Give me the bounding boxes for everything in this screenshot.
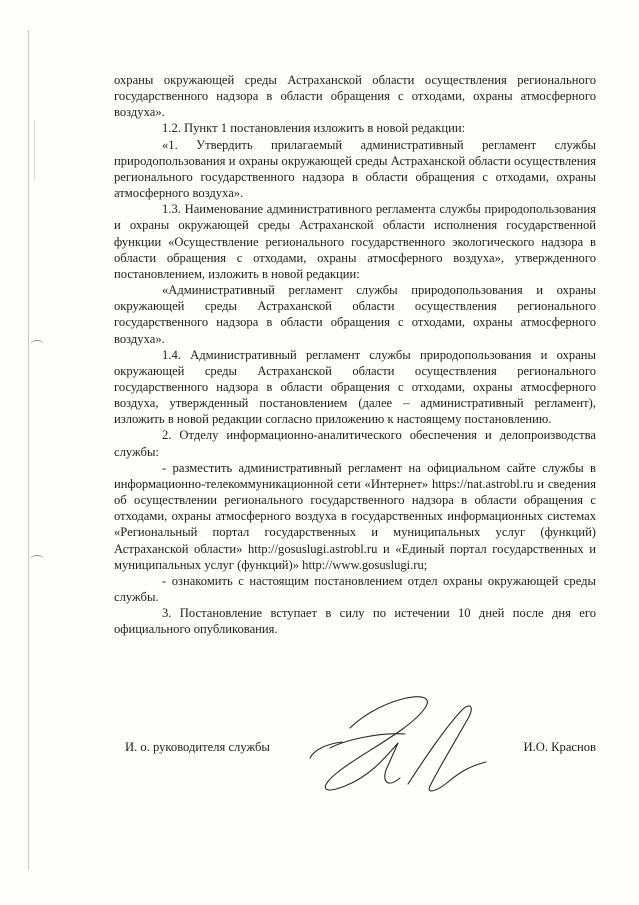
binding-line-secondary [34,120,35,180]
binding-mark [30,340,44,349]
paragraph: 2. Отделу информационно-аналитического обеспечения и делопроизводства службы: [114,428,596,459]
paragraph: «1. Утвердить прилагаемый административный регламент службы природопользования и охраны окружающей среды Астраханской области осуществления регионального государственного надзора в области обращения с отходами, охраны атмосферного воздуха». [114,137,596,201]
paragraph: «Административный регламент службы природопользования и охраны окружающей среды Астраханской области осуществления регионального государственного надзора в области обращения с отходами, охраны атмосферного воздуха». [114,283,596,346]
paragraph: - ознакомить с настоящим постановлением отдел охраны окружающей среды службы. [114,573,596,604]
binding-mark [30,555,44,564]
paragraph: 1.3. Наименование административного регламента службы природопользования и охраны окружающей среды Астраханской области исполнения государственной функции «Осуществление регионального государственного экологического надзора в области обращения с отходами, охраны атмосферного воздуха», утвержденного постановлением, изложить в новой редакции: [114,202,596,281]
paragraph: 1.4. Административный регламент службы природопользования и охраны окружающей среды Астраханской области осуществления регионального государственного надзора в области обращения с отходами, охраны атмосферного воздуха, утвержденный постановлением (далее – административный регламент), изложить в новой редакции согласно приложению к настоящему постановлению. [114,347,596,427]
paragraph: 3. Постановление вступает в силу по истечении 10 дней после дня его официального опубликования. [114,606,596,637]
handwritten-signature [290,688,500,808]
binding-line [28,30,29,870]
document-body [114,72,596,637]
signatory-name: И.О. Краснов [523,740,596,754]
paragraph: - разместить административный регламент на официальном сайте службы в информационно-телекоммуникационной сети «Интернет» https://nat.astrobl.ru и сведения об осуществлении регионального государственного надзора в области обращения с отходами, охраны атмосферного воздуха в государственных информационных системах «Региональный портал государственных и муниципальных услуг (функций) Астраханской области» http://gosuslugi.astrobl.ru и «Единый портал государственных и муниципальных услуг (функций)» http://www.gosuslugi.ru; [114,460,596,572]
paragraph: 1.2. Пункт 1 постановления изложить в новой редакции: [162,121,466,136]
signatory-title: И. о. руководителя службы [125,740,270,754]
paragraph: охраны окружающей среды Астраханской области осуществления регионального государственного надзора в области обращения с отходами, охраны атмосферного воздуха». [114,73,596,120]
